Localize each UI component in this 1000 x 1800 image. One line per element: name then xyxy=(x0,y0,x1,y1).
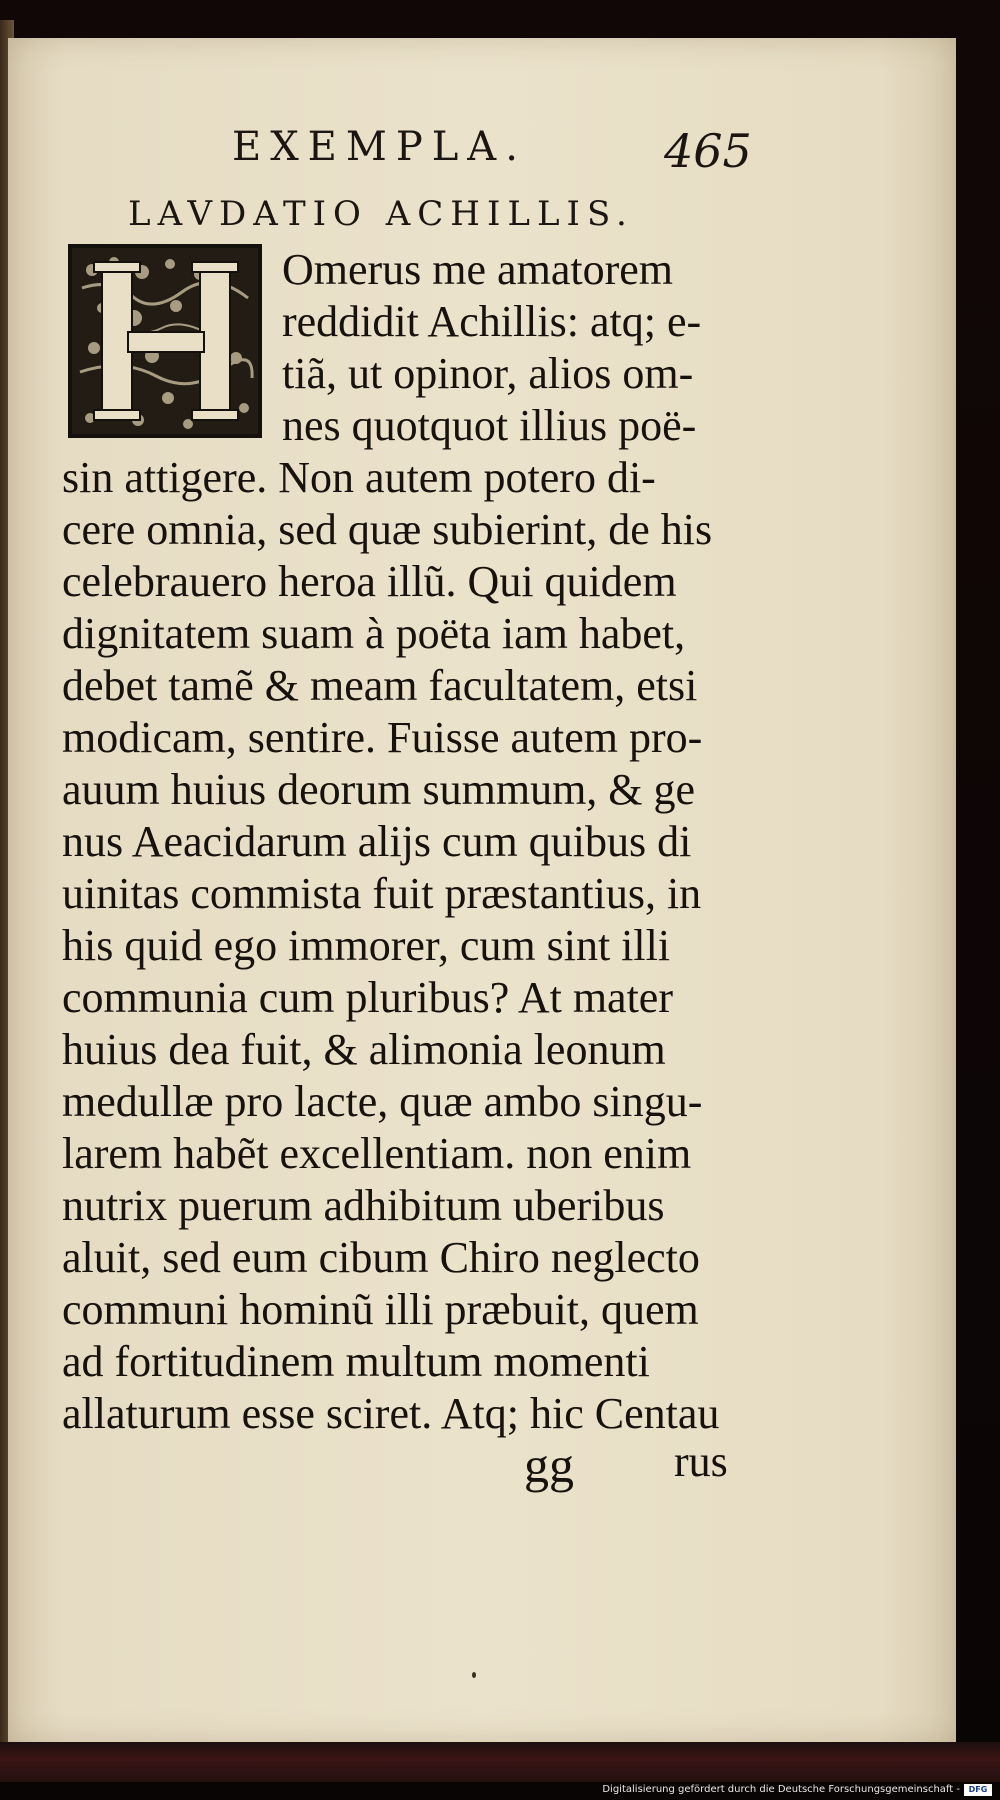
digitization-credit: Digitalisierung gefördert durch die Deutsche Forschungsgemeinschaft - xyxy=(602,1784,960,1795)
text-line: Omerus me amatorem xyxy=(282,245,673,294)
scan-bottom-band xyxy=(0,1742,1000,1782)
text-line: huius dea fuit, & alimonia leonum xyxy=(62,1025,666,1074)
text-line: allaturum esse sciret. Atq; hic Centau xyxy=(62,1389,720,1438)
text-line: ad fortitudinem multum momenti xyxy=(62,1337,650,1386)
text-line: uinitas commista fuit præstantius, in xyxy=(62,869,702,918)
paper-speck xyxy=(472,1672,476,1678)
text-line: cere omnia, sed quæ subierint, de his xyxy=(62,505,713,554)
text-line: sin attigere. Non autem potero di- xyxy=(62,453,656,502)
text-line: tiã, ut opinor, alios om- xyxy=(282,349,694,398)
text-line: debet tamẽ & meam facultatem, etsi xyxy=(62,661,698,710)
text-line: medullæ pro lacte, quæ ambo singu- xyxy=(62,1077,703,1126)
text-line: larem habẽt excellentiam. non enim xyxy=(62,1129,692,1178)
text-line: aluit, sed eum cibum Chiro neglecto xyxy=(62,1233,700,1282)
text-line: nus Aeacidarum alijs cum quibus di xyxy=(62,817,692,866)
running-head: EXEMPLA. xyxy=(232,124,527,170)
text-line: nes quotquot illius poë- xyxy=(282,401,697,450)
section-title: LAVDATIO ACHILLIS. xyxy=(128,194,634,234)
text-line: his quid ego immorer, cum sint illi xyxy=(62,921,671,970)
text-line: celebrauero heroa illũ. Qui quidem xyxy=(62,557,677,606)
text-line: communi hominũ illi præbuit, quem xyxy=(62,1285,699,1334)
text-line: auum huius deorum summum, & ge xyxy=(62,765,696,814)
text-line: dignitatem suam à poëta iam habet, xyxy=(62,609,686,658)
text-line: communia cum pluribus? At mater xyxy=(62,973,673,1022)
page-number: 465 xyxy=(664,124,752,178)
text-line: nutrix puerum adhibitum uberibus xyxy=(62,1181,665,1230)
dfg-logo-icon: DFG xyxy=(964,1784,992,1796)
woodcut-initial-h-icon xyxy=(68,244,262,438)
catchword: rus xyxy=(674,1437,728,1486)
text-line: reddidit Achillis: atq; e- xyxy=(282,297,702,346)
signature-mark: gg xyxy=(524,1437,574,1493)
text-line: modicam, sentire. Fuisse autem pro- xyxy=(62,713,703,762)
